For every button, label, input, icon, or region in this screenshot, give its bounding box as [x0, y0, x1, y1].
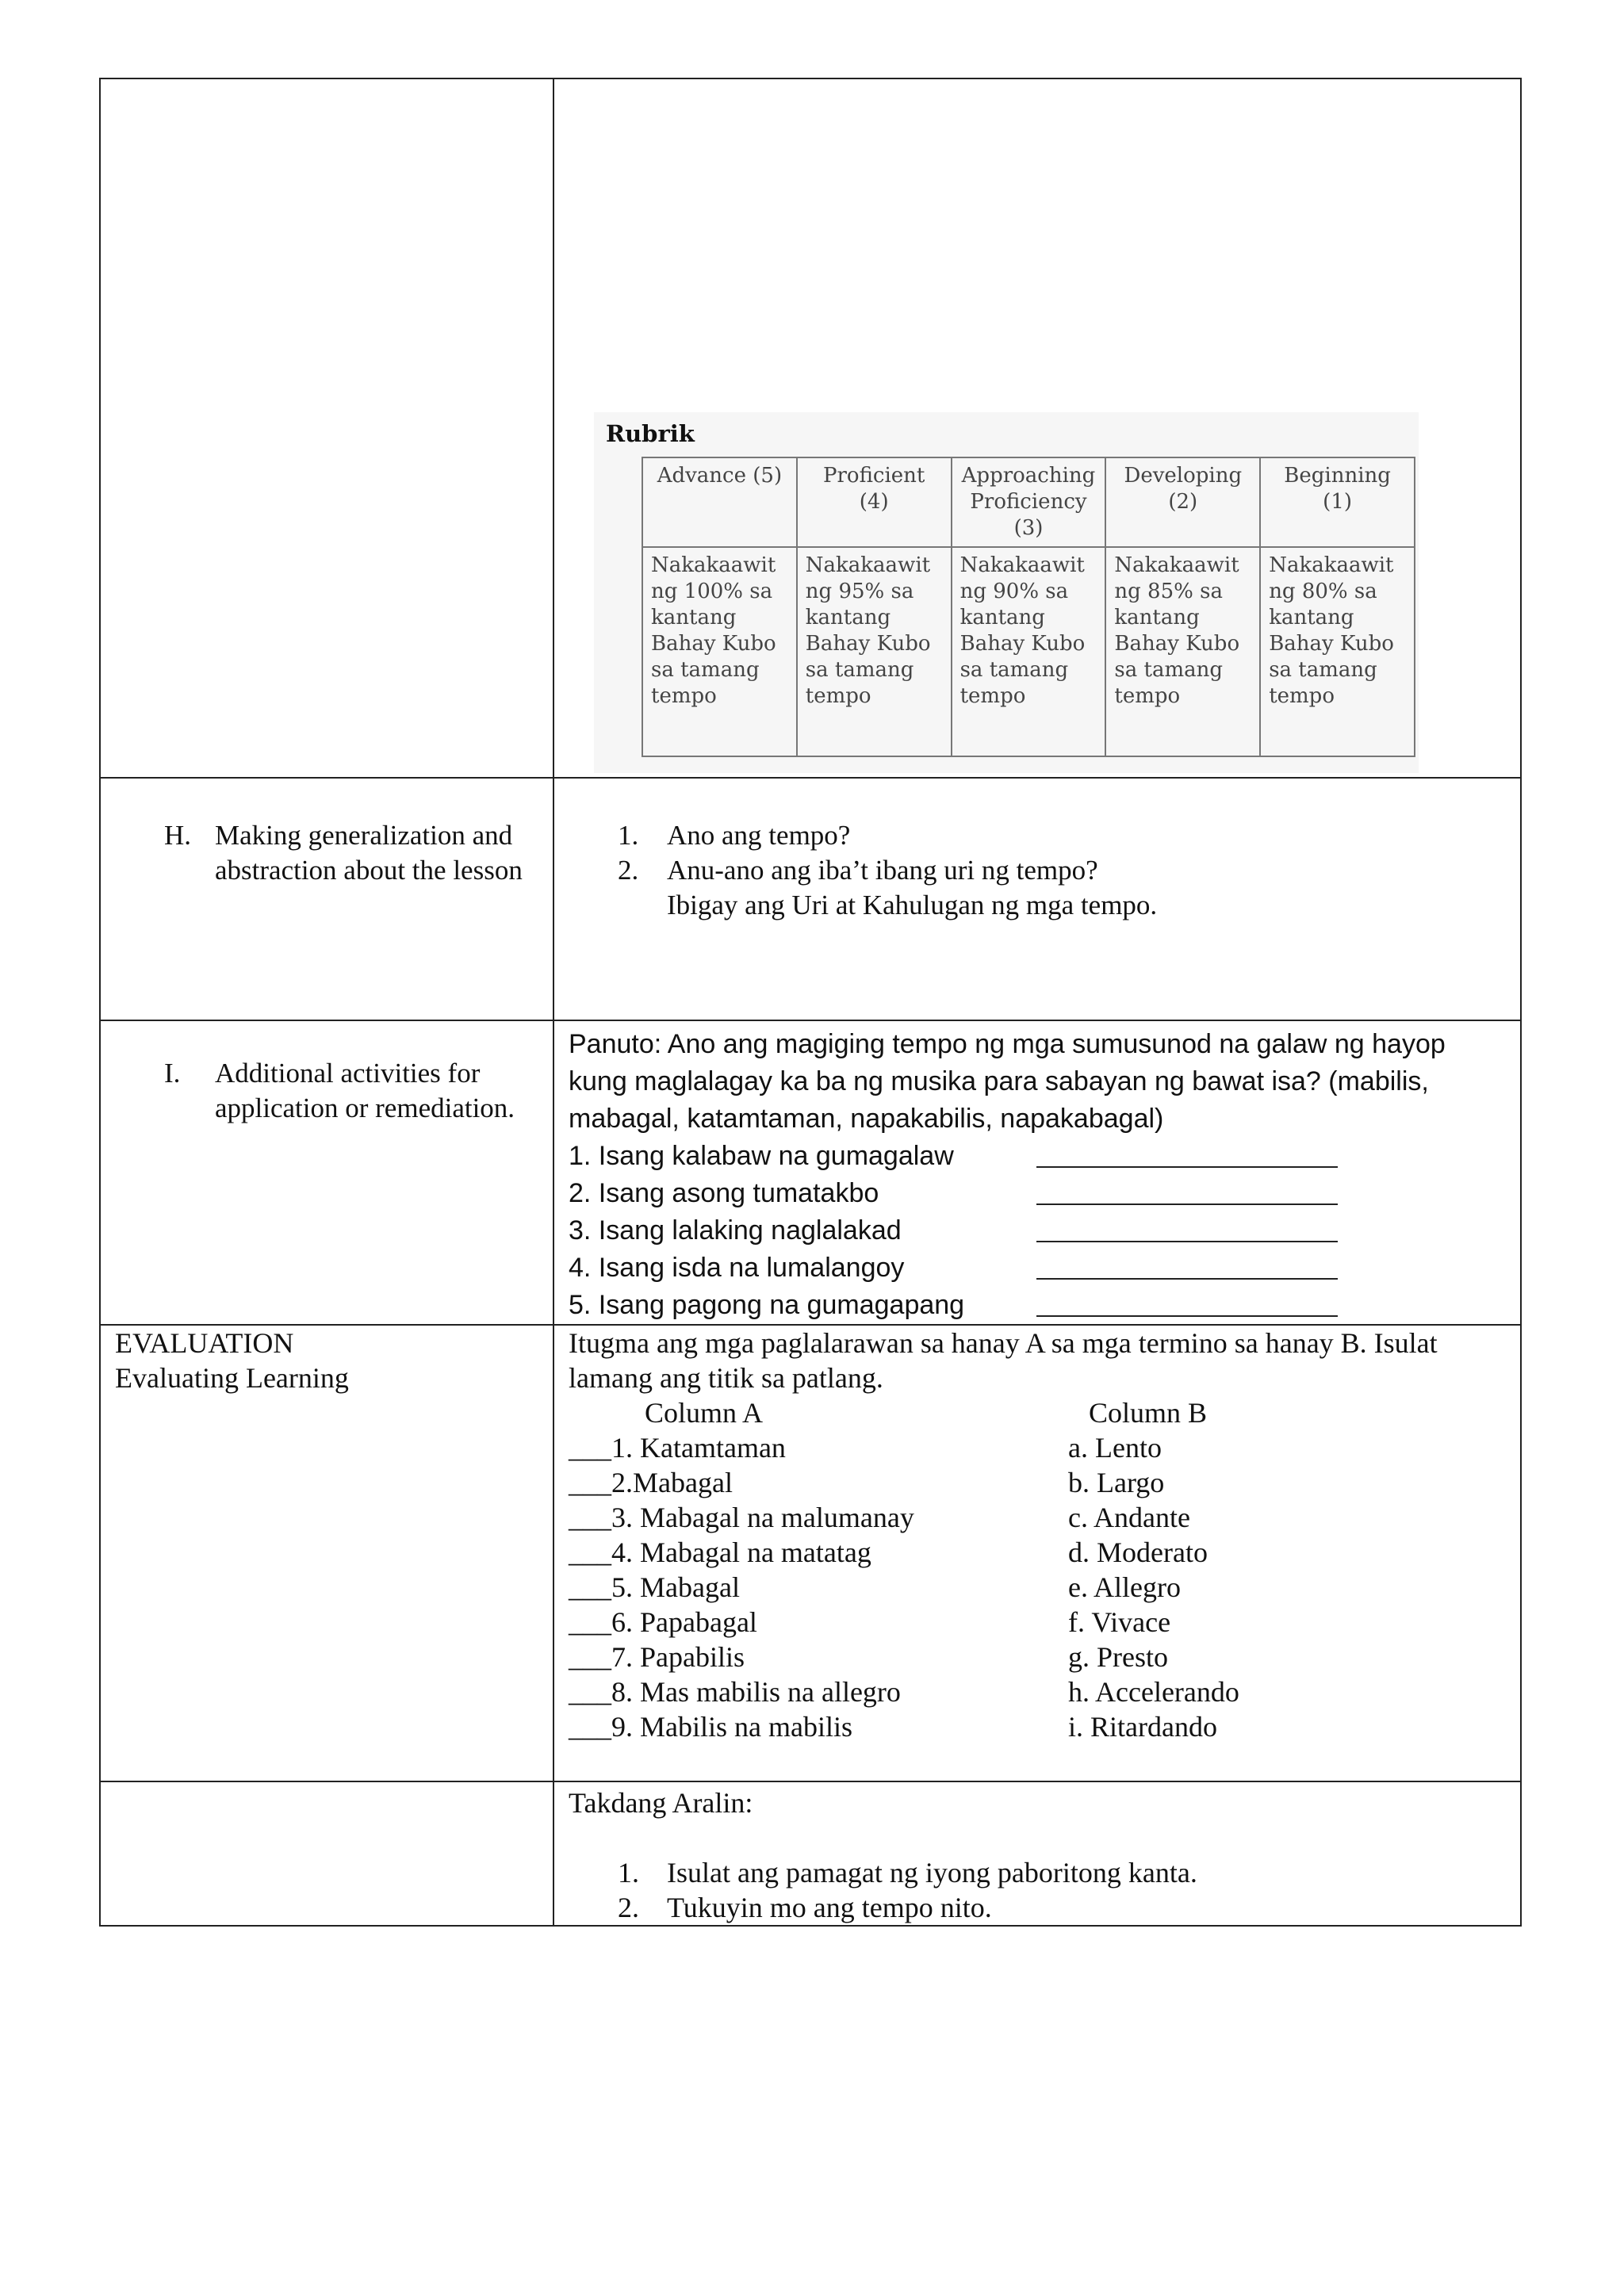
activity-text: 4. Isang isda na lumalangoy [569, 1253, 905, 1283]
rubric-header: Advance (5) [642, 457, 797, 547]
activity-item [569, 1138, 1520, 1175]
list-text: Ano ang tempo? [667, 820, 851, 851]
rubric-right-cell [553, 78, 1521, 778]
rubric-cell: Nakakaawit ng 80% sa kantang Bahay Kubo sa tamang tempo [1260, 547, 1415, 756]
answer-blank[interactable] [1036, 1175, 1338, 1205]
column-b-item: i. Ritardando [1068, 1711, 1217, 1743]
column-b-item: g. Presto [1068, 1641, 1168, 1673]
list-number: 1. [618, 820, 639, 851]
column-a-item: ___2.Mabagal [569, 1467, 733, 1498]
matching-row [569, 1430, 1520, 1465]
section-h-questions [618, 818, 1520, 923]
activity-item [569, 1212, 1520, 1249]
rubric-row [100, 78, 1521, 778]
list-item [618, 853, 1520, 888]
column-b-item: f. Vivace [1068, 1606, 1171, 1638]
evaluation-subtitle: Evaluating Learning [115, 1362, 349, 1394]
rubric-table [642, 457, 1415, 757]
section-i-instructions: Panuto: Ano ang magiging tempo ng mga sumusunod na galaw ng hayop kung maglalagay ka ba ng musika para sabayan ng bawat isa? (mabilis, mabagal, katamtaman, napakabilis, napakabagal) [569, 1029, 1446, 1134]
list-text: Anu-ano ang iba’t ibang uri ng tempo? [667, 855, 1098, 886]
activity-text: 3. Isang lalaking naglalakad [569, 1215, 902, 1246]
section-h-subtext: Ibigay ang Uri at Kahulugan ng mga tempo. [667, 890, 1158, 920]
evaluation-instructions: Itugma ang mga paglalarawan sa hanay A sa mga termino sa hanay B. Isulat lamang ang titik sa patlang. [569, 1327, 1438, 1394]
assignment-title: Takdang Aralin: [569, 1787, 753, 1819]
matching-row [569, 1709, 1520, 1744]
rubric-cell: Nakakaawit ng 100% sa kantang Bahay Kubo sa tamang tempo [642, 547, 797, 756]
column-b-item: c. Andante [1068, 1502, 1190, 1533]
list-number: 2. [618, 855, 639, 886]
evaluation-content-cell [553, 1325, 1521, 1781]
column-a-item: ___3. Mabagal na malumanay [569, 1502, 914, 1533]
column-a-item: ___7. Papabilis [569, 1641, 745, 1673]
list-item [618, 1890, 1520, 1925]
section-i-label-cell [100, 1020, 553, 1325]
matching-row [569, 1640, 1520, 1674]
activity-item [569, 1175, 1520, 1212]
rubric-cell: Nakakaawit ng 85% sa kantang Bahay Kubo sa tamang tempo [1105, 547, 1260, 756]
rubric-header: Approaching Proficiency (3) [952, 457, 1106, 547]
rubric-header: Proficient (4) [797, 457, 952, 547]
column-a-item: ___1. Katamtaman [569, 1432, 786, 1464]
matching-row [569, 1605, 1520, 1640]
section-h-label-cell [100, 778, 553, 1020]
section-h-content-cell [553, 778, 1521, 1020]
rubric-title: Rubrik [606, 420, 695, 447]
answer-blank[interactable] [1036, 1287, 1338, 1317]
activity-item [569, 1287, 1520, 1324]
answer-blank[interactable] [1036, 1212, 1338, 1242]
list-number: 1. [618, 1857, 639, 1888]
activity-text: 1. Isang kalabaw na gumagalaw [569, 1141, 954, 1171]
rubric-image [594, 412, 1419, 773]
column-b-item: a. Lento [1068, 1432, 1162, 1464]
rubric-left-cell [100, 78, 553, 778]
lesson-plan-table [99, 78, 1522, 1927]
matching-row [569, 1570, 1520, 1605]
section-h-label: Making generalization and abstraction about the lesson [215, 820, 523, 886]
column-a-header: Column A [645, 1397, 764, 1429]
column-b-header: Column B [1089, 1397, 1208, 1429]
evaluation-title: EVALUATION [115, 1327, 294, 1359]
column-a-item: ___8. Mas mabilis na allegro [569, 1676, 901, 1708]
activity-text: 2. Isang asong tumatakbo [569, 1178, 879, 1208]
section-i-letter: I. [164, 1058, 181, 1089]
list-text: Tukuyin mo ang tempo nito. [667, 1892, 992, 1923]
matching-row [569, 1465, 1520, 1500]
answer-blank[interactable] [1036, 1138, 1338, 1168]
evaluation-label-cell [100, 1325, 553, 1781]
rubric-header: Beginning (1) [1260, 457, 1415, 547]
column-a-item: ___5. Mabagal [569, 1571, 740, 1603]
assignment-content-cell [553, 1781, 1521, 1926]
section-i-label: Additional activities for application or remediation. [215, 1058, 515, 1123]
list-text: Isulat ang pamagat ng iyong paboritong kanta. [667, 1857, 1197, 1888]
assignment-left-cell [100, 1781, 553, 1926]
column-b-item: d. Moderato [1068, 1536, 1208, 1568]
rubric-cell: Nakakaawit ng 95% sa kantang Bahay Kubo sa tamang tempo [797, 547, 952, 756]
assignment-list [618, 1855, 1520, 1925]
activity-text: 5. Isang pagong na gumagapang [569, 1290, 965, 1320]
column-a-item: ___4. Mabagal na matatag [569, 1536, 871, 1568]
evaluation-row [100, 1325, 1521, 1781]
matching-row [569, 1500, 1520, 1535]
section-h-letter: H. [164, 820, 192, 851]
matching-row [569, 1674, 1520, 1709]
activity-item [569, 1249, 1520, 1287]
section-h-row [100, 778, 1521, 1020]
column-b-item: e. Allegro [1068, 1571, 1181, 1603]
section-i-row [100, 1020, 1521, 1325]
assignment-row [100, 1781, 1521, 1926]
column-b-item: h. Accelerando [1068, 1676, 1239, 1708]
rubric-body-row [642, 547, 1415, 756]
column-a-item: ___6. Papabagal [569, 1606, 757, 1638]
matching-row [569, 1535, 1520, 1570]
list-item [618, 1855, 1520, 1890]
rubric-header-row [642, 457, 1415, 547]
section-i-content-cell [553, 1020, 1521, 1325]
rubric-header: Developing (2) [1105, 457, 1260, 547]
answer-blank[interactable] [1036, 1249, 1338, 1280]
list-number: 2. [618, 1892, 639, 1923]
column-b-item: b. Largo [1068, 1467, 1165, 1498]
column-headers [569, 1395, 1520, 1430]
rubric-cell: Nakakaawit ng 90% sa kantang Bahay Kubo sa tamang tempo [952, 547, 1106, 756]
column-a-item: ___9. Mabilis na mabilis [569, 1711, 852, 1743]
list-item [618, 818, 1520, 853]
